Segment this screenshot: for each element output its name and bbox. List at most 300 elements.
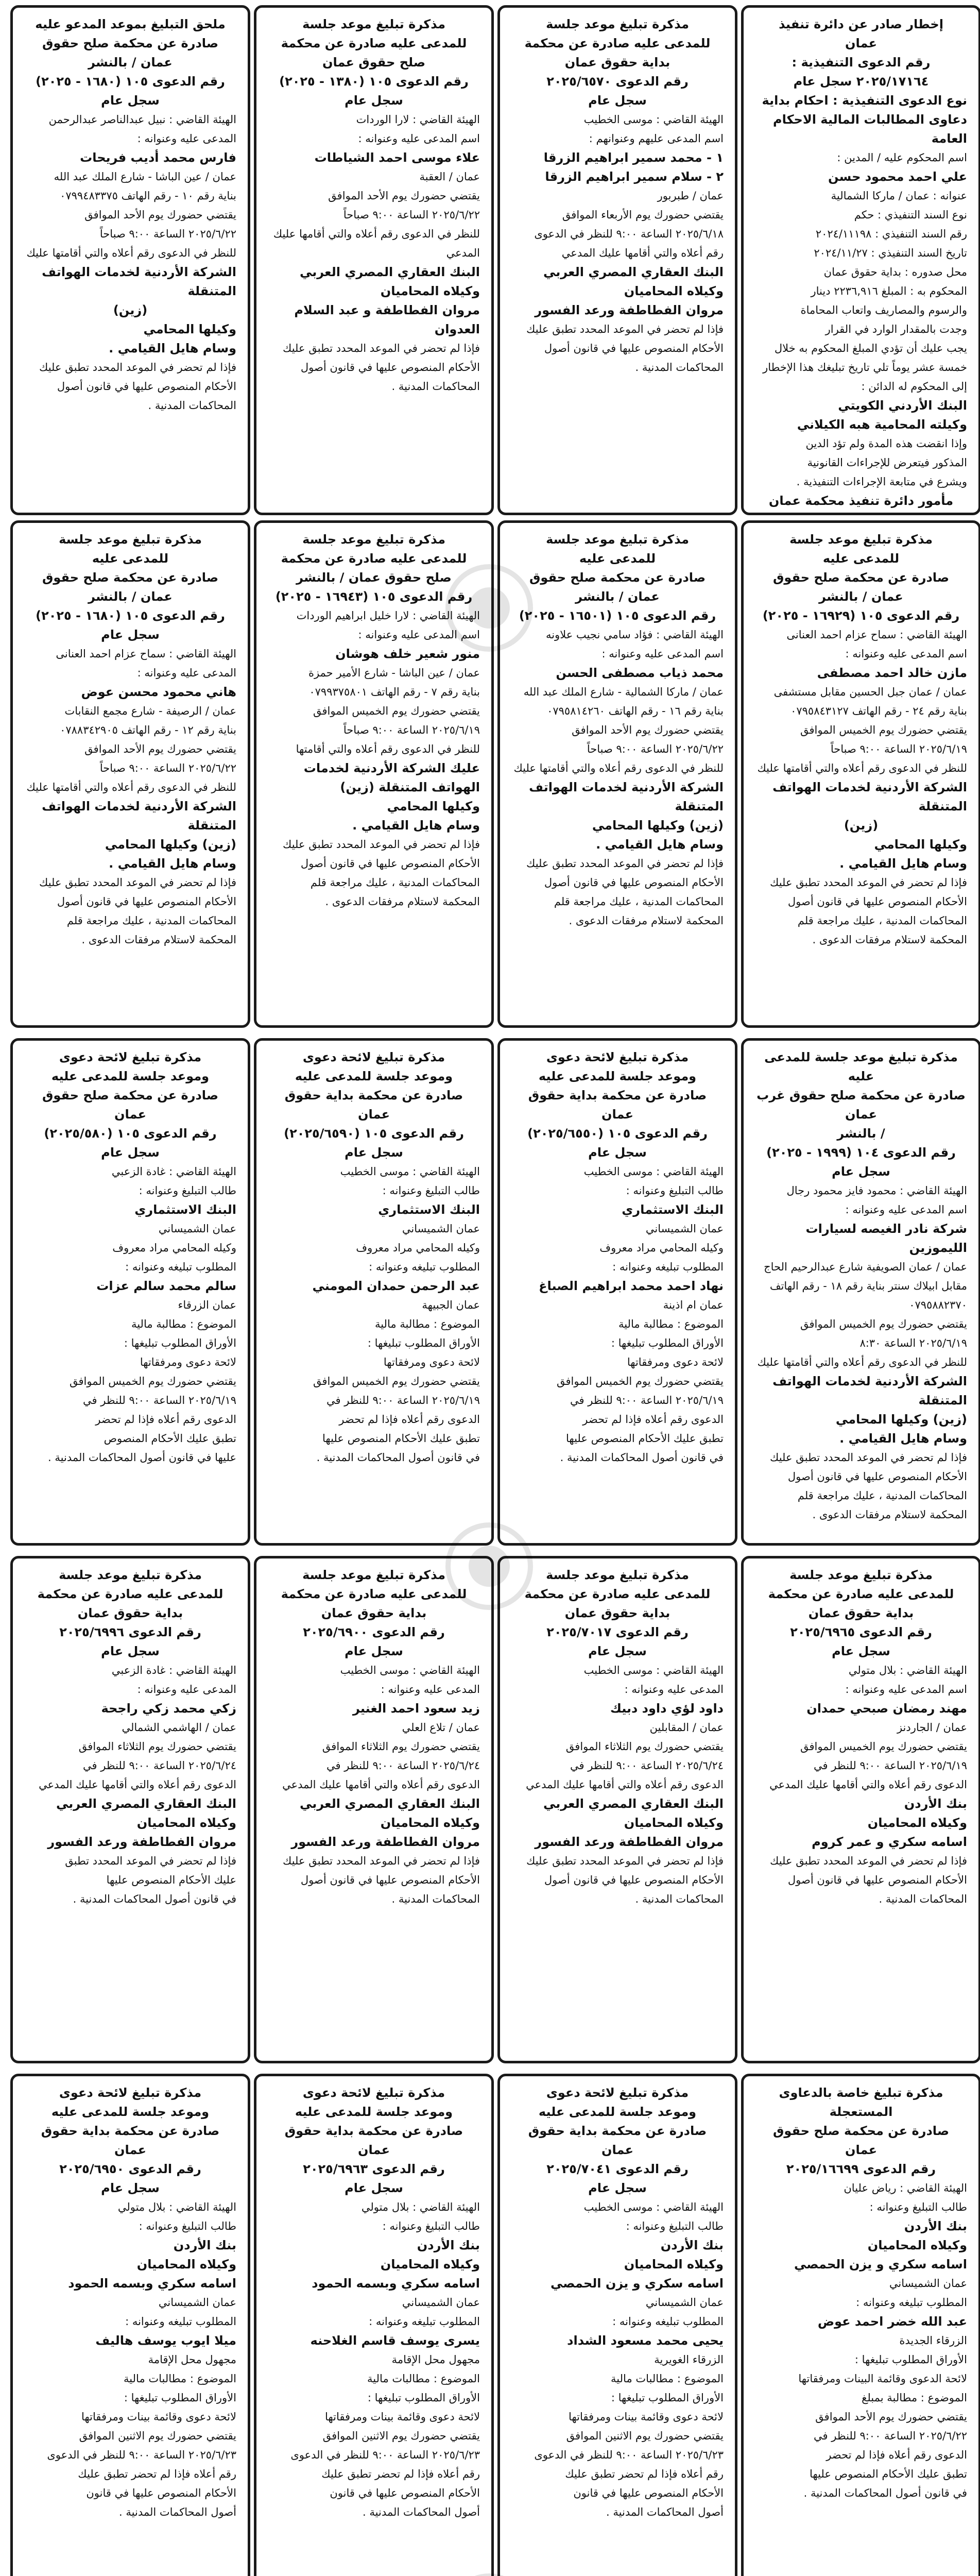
notice-line: البنك العقاري المصري العربي [299,265,480,279]
notice-line: رقم الدعوى ١٠٥ (١٦٨٠ - ٢٠٢٥) [36,608,225,623]
notice-line: فإذا لم تحضر في الموعد المحدد تطبق عليك [283,342,480,354]
notice-line: مذكرة تبليغ موعد جلسة [59,532,202,547]
notice-line: صادرة عن محكمة صلح حقوق عمان / بالنشر [772,570,950,604]
notice-line: سجل عام [345,2181,403,2195]
notice-line: مذكرة تبليغ موعد جلسة [302,1568,445,1582]
notice-line: مذكرة تبليغ موعد جلسة [546,532,689,547]
notice-line: رقم أعلاه فإذا لم تحضر تطبق عليك [565,2468,724,2480]
notice-line: يقتضي حضورك يوم الأحد الموافق [328,190,480,202]
notice-line: الأحكام المنصوص عليها في قانون أصول [300,361,480,374]
notice-line: المطلوب تبليغه وعنوانه : [612,2315,724,2328]
notice-line: صادرة عن محكمة صلح حقوق غرب عمان [757,1088,966,1122]
notice-line: للمدعى عليه صادرة عن محكمة [281,36,467,50]
notice-line: مذكرة تبليغ لائحة دعوى [302,2086,445,2100]
notice-line: اسامه سكري وبسمه الحمود [68,2276,236,2291]
notice-line: سجل عام [588,2181,647,2195]
notice-line: لائحة دعوى ومرفقاتها [627,1356,724,1368]
notice-line: صادرة عن محكمة صلح حقوق عمان / بالنشر [42,36,219,70]
notice-line: بداية حقوق عمان [564,55,670,70]
notice-line: تطبق عليك الأحكام المنصوص [104,1432,236,1445]
notice-line: الدعوى رقم أعلاه والتي أقامها عليك المدعي [769,1778,967,1791]
notice-line: الهيئة القاضي : بلال متولي [848,1664,967,1676]
notice-line: وكيله المحامي مراد معروف [112,1242,236,1254]
notice-line: يقتضي حضورك يوم الخميس الموافق [556,1375,724,1387]
notice-line: وكيلاه المحاميان [624,1816,724,1830]
notice-line: اسم المدعى عليه وعنوانه : [601,648,724,660]
notice-line: المحكمة لاستلام مرفقات الدعوى . [569,914,724,927]
notice-line: الأحكام المنصوص عليها في قانون أصول [787,1874,967,1886]
notice-line: وموعد جلسة للمدعى عليه [538,2105,697,2119]
notice-line: يقتضي حضورك يوم الأحد الموافق [84,743,236,755]
notice-line: البنك العقاري المصري العربي [543,1797,724,1811]
notice-line: الأحكام المنصوص عليها في قانون [573,2487,724,2499]
notice-line: للمدعى عليه صادرة عن محكمة [768,1587,954,1601]
notice-line: البنك العقاري المصري العربي [543,265,724,279]
notice-line: طالب التبليغ وعنوانه : [382,1184,480,1197]
notice-line: اسم المدعى عليه وعنوانه : [845,1204,967,1216]
column-1 [10,0,250,2576]
notice-line: المطلوب تبليغه وعنوانه : [369,1261,480,1273]
notice-line: فإذا لم تحضر في الموعد المحدد تطبق عليك [770,1451,967,1464]
notice-line: الموضوع : مطالبة مالية [374,1318,480,1330]
notice-line: ٢٠٢٥/٦/٢٤ الساعة ٩:٠٠ للنظر في [83,1759,236,1772]
notice-line: الهيئة القاضي : بلال متولي [361,2201,480,2213]
notice-line: بداية حقوق عمان [321,1606,427,1620]
notice-line: ٢٠٢٥/٦/٢٤ الساعة ٩:٠٠ للنظر في [326,1759,480,1772]
notice-line: المحكوم به : المبلغ ٢٢٣٦,٩١٦ دينار [811,285,967,297]
notice-line: ويشرع في متابعة الإجراءات التنفيذية . [796,476,967,488]
notice-line: داود لؤي داود دبيك [610,1701,724,1716]
notice-line: سجل عام [832,1644,890,1658]
notice-line: والرسوم والمصاريف واتعاب المحاماة [800,304,967,316]
notice-line: في قانون أصول المحاكمات المدنية . [73,1893,236,1905]
notice-line: للمدعى عليه [822,551,900,566]
notice-line: وكيلاه المحاميان [867,2238,967,2252]
notice-line: للنظر في الدعوى رقم أعلاه والتي أقامتها عليك [26,247,236,259]
notice-line: عليه [848,1069,874,1083]
notice-line: لائحة دعوى ومرفقاتها [383,1356,480,1368]
notice-line: طالب التبليغ وعنوانه : [139,1184,236,1197]
notice-line: ٢٠٢٥/٦/١٩ الساعة ٩:٠٠ للنظر في [570,1394,724,1406]
notice-line: بنك الأردن [173,2238,236,2252]
notice-line: الهيئة القاضي : غادة الزعبي [111,1664,236,1676]
notice-line: لائحة دعوى وقائمة بينات ومرفقاتها [569,2411,724,2423]
notice-line: يقتضي حضورك يوم الثلاثاء الموافق [78,1740,236,1753]
notice-line: فارس محمد أديب فريحات [80,150,236,165]
notice-line: عمان / ماركا الشمالية - شارع الملك عبد الله [523,686,724,698]
notice-line: الأوراق المطلوب تبليغها : [124,1337,236,1349]
notice-line: عمان / المقابلين [649,1721,724,1734]
notice-line: عمان الشميساني [402,1223,480,1235]
notice-line: ٢٠٢٥/٦/٢٣ الساعة ٩:٠٠ للنظر في الدعوى [534,2449,724,2461]
notice-line: الأحكام المنصوص عليها في قانون أصول [57,895,236,908]
court-notice [741,2074,980,2576]
notice-line: يقتضي حضورك يوم الاثنين الموافق [322,2430,480,2442]
notice-line: المطلوب تبليغه وعنوانه : [612,1261,724,1273]
notice-line: رقم أعلاه والتي أقامها عليك المدعي [561,247,724,259]
notice-line: سجل عام [101,628,160,642]
notice-line: البنك الاستثماري [378,1202,480,1217]
notice-line: زيد سعود احمد الغنير [352,1701,480,1716]
notice-line: البنك العقاري المصري العربي [299,1797,480,1811]
notice-line: نوع السند التنفيذي : حكم [854,209,967,221]
notice-line: المستعجلة [829,2105,893,2119]
notice-line: يقتضي حضورك يوم الثلاثاء الموافق [322,1740,480,1753]
notice-line: تطبق عليك الأحكام المنصوص عليها [566,1432,724,1445]
notice-line: لائحة دعوى وقائمة بينات ومرفقاتها [325,2411,480,2423]
notice-line: وجدت بالمقدار الوارد في القرار [825,323,967,335]
notice-line: رقم الدعوى ٢٠٢٥/٧٠٤١ [546,2162,689,2176]
notice-line: المطلوب تبليغه وعنوانه : [125,1261,236,1273]
notice-line: خمسة عشر يوماً تلي تاريخ تبليغك هذا الإخطار [763,361,967,374]
notice-line: ٢٠٢٥/٦/١٨ الساعة ٩:٠٠ للنظر في الدعوى [534,228,724,240]
notice-line: يقتضي حضورك يوم الخميس الموافق [800,1318,967,1330]
notice-line: ٢٠٢٥/٦/١٩ الساعة ٩:٠٠ صباحاً [830,743,967,755]
notice-line: / بالنشر [837,1126,885,1141]
notice-line: بنك الأردن [660,2238,724,2252]
notice-line: رقم الدعوى ١٠٥ (١٦٥٠١ - ٢٠٢٥) [519,608,716,623]
notice-line: وموعد جلسة للمدعى عليه [51,2105,210,2119]
notice-line: يقتضي حضورك يوم الأربعاء الموافق [562,209,724,221]
notice-line: رقم أعلاه فإذا لم تحضر تطبق عليك [78,2468,236,2480]
notice-line: رقم الدعوى ١٠٥ (١٦٩٢٩ - ٢٠٢٥) [762,608,960,623]
notice-line: سجل عام [101,2181,160,2195]
notice-line: سجل عام [588,93,647,108]
column-4 [741,0,980,2576]
notice-line: رقم الدعوى ١٠٥ (٢٠٢٥/٦٥٩٠) سجل عام [284,1126,464,1160]
notice-line: المحاكمات المدنية ، عليك مراجعة قلم [554,895,724,908]
notice-line: رقم الدعوى ٢٠٢٥/٦٩٩٦ [59,1625,201,1639]
court-notice [254,1556,494,2063]
notice-line: فإذا لم تحضر في الموعد المحدد تطبق عليك [39,361,236,374]
notice-line: أصول المحاكمات المدنية . [119,2506,236,2518]
notice-line: الأوراق المطلوب تبليغها : [854,2353,967,2366]
notice-line: نوع الدعوى التنفيذية : احكام بداية [762,93,967,108]
notice-line: الهيئة القاضي : موسى الخطيب [583,1165,724,1178]
notice-line: وكيلاه المحاميان [624,284,724,298]
notice-line: طالب التبليغ وعنوانه : [869,2201,967,2213]
notice-line: الأحكام المنصوص عليها في قانون [330,2487,480,2499]
notice-line: الموضوع : مطالبات مالية [611,2372,724,2385]
notice-line: بناية رقم ٧ - رقم الهاتف ٠٧٩٩٣٧٥٨٠١ [309,686,480,698]
notice-line: وسام هايل القيامي . [839,1431,967,1446]
notice-line: المحاكمات المدنية ، عليك مراجعة قلم [797,914,967,927]
notice-line: فإذا لم تحضر في الموعد المحدد تطبق عليك [526,857,724,870]
notice-line: المحاكمات المدنية ، عليك مراجعة قلم [797,1489,967,1502]
notice-line: سجل عام [101,93,160,108]
notice-line: للمدعى عليه [579,551,656,566]
notice-line: ميلا ايوب يوسف هاليف [95,2333,236,2348]
notice-line: مذكرة تبليغ لائحة دعوى [546,2086,689,2100]
notice-line: وموعد جلسة للمدعى عليه [51,1069,210,1083]
notice-line: يقتضي حضورك يوم الخميس الموافق [800,724,967,736]
notice-line: المطلوب تبليغه وعنوانه : [125,2315,236,2328]
notice-line: الشركة الأردنية لخدمات الهواتف المتنقلة [529,780,724,814]
notice-line: وكيلها المحامي [143,322,236,336]
notice-line: صلح حقوق عمان [322,55,426,70]
notice-line: (زين) وكيلها المحامي [592,818,724,833]
notice-line: رقم الدعوى ٢٠٢٥/٧٠١٧ [546,1625,689,1639]
notice-line: الهيئة القاضي : غادة الزعبي [111,1165,236,1178]
notice-line: صادرة عن محكمة بداية حقوق عمان [284,2124,463,2157]
court-notice [254,5,494,515]
notice-line: المطلوب تبليغه وعنوانه : [856,2296,967,2309]
notice-line: صادرة عن محكمة بداية حقوق عمان [528,2124,707,2157]
notice-line: المدعى عليه وعنوانه : [624,1683,724,1696]
notice-line: ٢ - سلام سمير ابراهيم الزرقا [545,170,724,184]
notice-line: وسام هايل القيامي . [109,341,236,355]
notice-line: تطبق عليك الأحكام المنصوص عليها [322,1432,480,1445]
notice-line: المحاكمات المدنية . [148,399,236,412]
notice-line: لائحة دعوى ومرفقاتها [140,1356,236,1368]
notice-line: فإذا لم تحضر في الموعد المحدد تطبق عليك [283,838,480,851]
notice-line: عنوانه : عمان / ماركا الشمالية [831,190,967,202]
notice-line: مروان الفطاطفة ورعد الفسور [535,1835,724,1849]
notice-line: للمدعى عليه صادرة عن محكمة [37,1587,223,1601]
notice-line: الموضوع : مطالبة بمبلغ [862,2392,967,2404]
notice-line: الهواتف المتنقلة (زين) [340,780,480,794]
notice-line: الدعوى رقم أعلاه والتي أقامها عليك المدعي [39,1778,236,1791]
notice-line: الموضوع : مطالبة مالية [131,1318,236,1330]
notice-line: رقم أعلاه فإذا لم تحضر تطبق عليك [321,2468,480,2480]
notice-line: عمان / تلاع العلي [402,1721,480,1734]
notice-line: عمان / الرصيفة - شارع مجمع النقابات [64,705,236,717]
notice-line: مروان الفطاطفة ورعد الفسور [535,303,724,317]
notice-line: للنظر في الدعوى رقم أعلاه والتي أقامتها عليك [757,762,967,774]
notice-line: مذكرة تبليغ موعد جلسة [546,17,689,31]
notice-line: الشركة الأردنية لخدمات الهواتف المتنقلة [772,780,967,814]
court-notice [254,2074,494,2576]
notice-line: المدعى عليه وعنوانه : [137,667,236,679]
notice-line: وكيلاه المحاميان [624,2257,724,2272]
notice-line: اسم المدعى عليه وعنوانه : [358,132,480,145]
notice-line: وسام هايل القيامي . [352,818,480,833]
notice-line: مذكرة تبليغ موعد جلسة للمدعى [764,1050,958,1064]
notice-line: للنظر في الدعوى رقم أعلاه والتي أقامتها عليك [757,1356,967,1368]
notice-line: البنك الاستثماري [622,1202,724,1217]
notice-line: فإذا لم تحضر في الموعد المحدد تطبق عليك [39,876,236,889]
notice-line: يقتضي حضورك يوم الاثنين الموافق [566,2430,724,2442]
notice-line: سجل عام [588,1644,647,1658]
notice-line: عليك الشركة الأردنية لخدمات [303,761,480,775]
notice-line: عمان / طبربور [657,190,724,202]
notice-line: ٢٠٢٥/٦/١٩ الساعة ٨:٣٠ [859,1337,967,1349]
notice-line: فإذا لم تحضر في الموعد المحدد تطبق عليك [283,1855,480,1867]
notice-line: ٢٠٢٥/٦/٢٢ الساعة ٩:٠٠ صباحاً [99,228,236,240]
notice-line: وكيلاه المحاميان [380,2257,480,2272]
notice-line: صادرة عن محكمة صلح حقوق عمان / بالنشر [529,570,706,604]
notice-line: المحاكمات المدنية . [391,1893,480,1905]
notice-line: المحاكمات المدنية . [635,1893,724,1905]
court-notice [741,520,980,1028]
notice-line: عليها في قانون أصول المحاكمات المدنية . [48,1451,236,1464]
notice-line: الهيئة القاضي : فؤاد سامي نجيب علاونه [545,629,724,641]
notice-line: علي احمد محمود حسن [828,170,967,184]
notice-line: الأوراق المطلوب تبليغها : [611,1337,724,1349]
notice-line: وموعد جلسة للمدعى عليه [538,1069,697,1083]
notice-line: بداية حقوق عمان [564,1606,670,1620]
notice-line: يقتضي حضورك يوم الأحد الموافق [815,2411,967,2423]
notice-line: يقتضي حضورك يوم الخميس الموافق [313,1375,480,1387]
notice-line: للمدعى عليه صادرة عن محكمة [524,36,711,50]
notice-line: عمان / عمان الصويفية شارع عبدالرحيم الحاج [764,1261,967,1273]
notice-line: البنك الأردني الكويتي [838,398,967,413]
notice-line: تاريخ السند التنفيذي : ٢٠٢٤/١١/٢٧ [814,247,967,259]
notice-line: سجل عام [101,1145,160,1160]
notice-line: بناية رقم ١٠ - رقم الهاتف ٠٧٩٩٤٨٣٣٧٥ [60,190,236,202]
notice-line: صادرة عن محكمة صلح حقوق عمان / بالنشر [42,570,219,604]
notice-line: ٢٠٢٥/١٧١٦٤ سجل عام [793,74,929,89]
court-notice [10,5,250,515]
notice-line: الهيئة القاضي : موسى الخطيب [340,1165,480,1178]
notice-line: (زين) وكيلها المحامي [105,837,236,852]
notice-line: (زين) [844,818,879,833]
notice-line: المطلوب تبليغه وعنوانه : [369,2315,480,2328]
notice-line: وسام هايل القيامي . [109,856,236,871]
notice-line: إلى المحكوم له الدائن : [861,380,967,393]
notice-line: الأوراق المطلوب تبليغها : [367,2392,480,2404]
notice-line: بناية رقم ٢٤ - رقم الهاتف ٠٧٩٥٨٤٣١٢٧ [790,705,967,717]
column-2 [254,0,494,2576]
notice-line: بداية حقوق عمان [77,1606,183,1620]
notice-line: صادرة عن محكمة بداية حقوق عمان [284,1088,463,1122]
notice-line: عمان الشميساني [645,1223,724,1235]
notice-line: سجل عام [832,1164,890,1179]
notice-line: مأمور دائرة تنفيذ محكمة عمان [768,494,954,508]
notice-line: الأحكام المنصوص عليها في قانون أصول [300,1874,480,1886]
notice-line: للنظر في الدعوى رقم أعلاه والتي أقامتها عليك [513,762,724,774]
notice-line: نهاد احمد محمد ابراهيم الصباغ [539,1279,724,1293]
notice-line: الدعوى رقم أعلاه والتي أقامها عليك المدعي [526,1778,724,1791]
notice-line: للمدعى عليه صادرة عن محكمة [524,1587,711,1601]
notice-line: طالب التبليغ وعنوانه : [626,1184,724,1197]
court-notice [741,1556,980,2063]
notice-line: ٢٠٢٥/٦/٢٢ الساعة ٩:٠٠ صباحاً [343,209,480,221]
notice-line: الهيئة القاضي : محمود فايز محمود رجال [786,1184,967,1197]
notice-line: لائحة الدعوى وقائمة البينات ومرفقاتها [798,2372,967,2385]
notice-line: وسام هايل القيامي . [839,856,967,871]
notice-line: شركة نادر الغيصه لسيارات الليموزين [805,1222,967,1255]
notice-line: رقم الدعوى ١٠٤ (١٩٩٩ - ٢٠٢٥) [766,1145,956,1160]
notice-line: الهيئة القاضي : نبيل عبدالناصر عبدالرحمن [48,113,236,126]
notice-line: ملحق التبليغ بموعد المدعو عليه [35,17,226,31]
notice-line: الهيئة القاضي : لارا الوردات [356,113,480,126]
notice-line: في قانون أصول المحاكمات المدنية . [560,1451,724,1464]
notice-line: مذكرة تبليغ موعد جلسة [302,532,445,547]
notice-line: الهيئة القاضي : سماح عزام احمد العنانى [56,648,236,660]
notice-line: الموضوع : مطالبة مالية [618,1318,724,1330]
notice-line: اسامه سكري و عمر كروم [812,1835,967,1849]
notice-line: في قانون أصول المحاكمات المدنية . [316,1451,480,1464]
notice-line: طالب التبليغ وعنوانه : [382,2220,480,2232]
notice-line: صلح حقوق عمان / بالنشر [296,570,452,585]
notice-line: للنظر في الدعوى رقم أعلاه والتي أقامها عليك المدعي [273,228,480,259]
notice-line: اسم المدعى عليهم وعنوانهم : [589,132,724,145]
notice-line: فإذا لم تحضر في الموعد المحدد تطبق عليك [526,323,724,335]
notice-line: مروان الفطاطفة ورعد الفسور [47,1835,236,1849]
notice-line: يسرى يوسف قاسم الغلاحنه [310,2333,480,2348]
notice-line: رقم الدعوى ١٠٥ (٢٠٢٥/٦٥٥٠) سجل عام [527,1126,708,1160]
notice-line: المحاكمات المدنية . [635,361,724,374]
notice-line: اسامه سكري و يزن الحمصي [794,2257,967,2272]
notice-line: عمان الجبيهة [422,1299,480,1311]
notice-line: عمان / عين الباشا - شارع الملك عبد الله [54,171,236,183]
notice-line: صادرة عن محكمة بداية حقوق عمان [528,1088,707,1122]
notice-line: يجب عليك أن تؤدي المبلغ المحكوم به خلال [774,342,967,354]
notice-line: الهيئة القاضي : بلال متولي [117,2201,236,2213]
notice-line: الأحكام المنصوص عليها في قانون أصول [544,876,724,889]
notice-line: يقتضي حضورك يوم الثلاثاء الموافق [565,1740,724,1753]
court-notice [254,1038,494,1546]
notice-line: دعاوى المطالبات المالية الاحكام العامة [772,112,967,146]
notice-line: اسامه سكري و يزن الحمصي [550,2276,724,2291]
notice-line: سالم محمد سالم عزات [96,1279,236,1293]
notice-line: الأحكام المنصوص عليها في قانون أصول [57,380,236,393]
notice-line: للمدعى عليه [92,551,169,566]
notice-line: المدعى عليه وعنوانه : [381,1683,480,1696]
notice-line: رقم الدعوى ١٠٥ (١٦٨٠ - ٢٠٢٥) [36,74,225,89]
notice-line: صادرة عن محكمة بداية حقوق عمان [41,2124,220,2157]
notice-line: ٢٠٢٥/٦/٢٢ الساعة ٩:٠٠ صباحاً [99,762,236,774]
notice-line: صادرة عن محكمة صلح حقوق عمان [42,1088,219,1122]
notice-line: اسم المدعى عليه وعنوانه : [358,629,480,641]
notice-line: مجهول محل الإقامة [391,2353,480,2366]
notice-line: وكيلها المحامي [874,837,967,852]
notice-line: الهيئة القاضي : رياض عليان [844,2182,967,2194]
notice-line: وموعد جلسة للمدعى عليه [295,1069,453,1083]
notice-line: رقم الدعوى التنفيذية : [792,55,931,70]
notice-line: للمدعى عليه صادرة عن محكمة [281,551,467,566]
notice-line: الزرقاء الغويرية [654,2353,724,2366]
notice-line: رقم الدعوى ٢٠٢٥/١٦٦٩٩ [786,2162,936,2176]
notice-line: وسام هايل القيامي . [596,837,724,852]
notice-line: الدعوى رقم أعلاه فإذا لم تحضر [339,1413,480,1426]
notice-line: بداية حقوق عمان [808,1606,914,1620]
notice-line: مذكرة تبليغ لائحة دعوى [59,2086,202,2100]
notice-line: عمان [845,36,877,50]
notice-line: للنظر في الدعوى رقم أعلاه والتي أقامتها عليك [26,781,236,793]
notice-line: المحاكمات المدنية . [391,380,480,393]
notice-line: مروان الفطاطفة ورعد الفسور [291,1835,480,1849]
notice-line: ٢٠٢٥/٦/٢٣ الساعة ٩:٠٠ للنظر في الدعوى [47,2449,236,2461]
notice-line: اسامه سكري وبسمه الحمود [312,2276,480,2291]
notice-line: علاء موسى احمد الشياطات [314,150,480,165]
notice-line: الموضوع : مطالبات مالية [124,2372,236,2385]
notice-line: عمان الشميساني [158,2296,236,2309]
notice-line: يحيى محمد مسعود الشداد [567,2333,724,2348]
notice-line: الأحكام المنصوص عليها في قانون أصول [300,857,480,870]
notice-line: سجل عام [345,1644,403,1658]
notice-line: رقم الدعوى ١٠٥ (٢٠٢٥/٥٨٠) [44,1126,217,1141]
notice-line: رقم الدعوى ١٠٥ (١٦٩٤٣ - ٢٠٢٥) [275,589,473,604]
court-notice [10,520,250,1028]
notice-line: يقتضي حضورك يوم الخميس الموافق [800,1740,967,1753]
notice-line: محل صدوره : بداية حقوق عمان [823,266,967,278]
notice-line: ٢٠٢٥/٦/١٩ الساعة ٩:٠٠ للنظر في [814,1759,967,1772]
notice-line: مذكرة تبليغ موعد جلسة [789,1568,933,1582]
notice-line: الهيئة القاضي : موسى الخطيب [583,113,724,126]
notice-line: الموضوع : مطالبات مالية [367,2372,480,2385]
notice-line: عمان / الجاردنز [897,1721,967,1734]
notice-line: رقم السند التنفيذي : ٢٠٢٤/١١١٩٨ [815,228,967,240]
notice-line: ٢٠٢٥/٦/١٩ الساعة ٩:٠٠ للنظر في [83,1394,236,1406]
notice-line: لائحة دعوى وقائمة بينات ومرفقاتها [81,2411,236,2423]
notice-line: عمان الشميساني [402,2296,480,2309]
notice-line: المدعى عليه وعنوانه : [137,132,236,145]
court-notice [741,1038,980,1546]
notice-line: الشركة الأردنية لخدمات الهواتف المتنقلة [42,265,236,298]
notice-line: بنك الأردن [904,1797,967,1811]
